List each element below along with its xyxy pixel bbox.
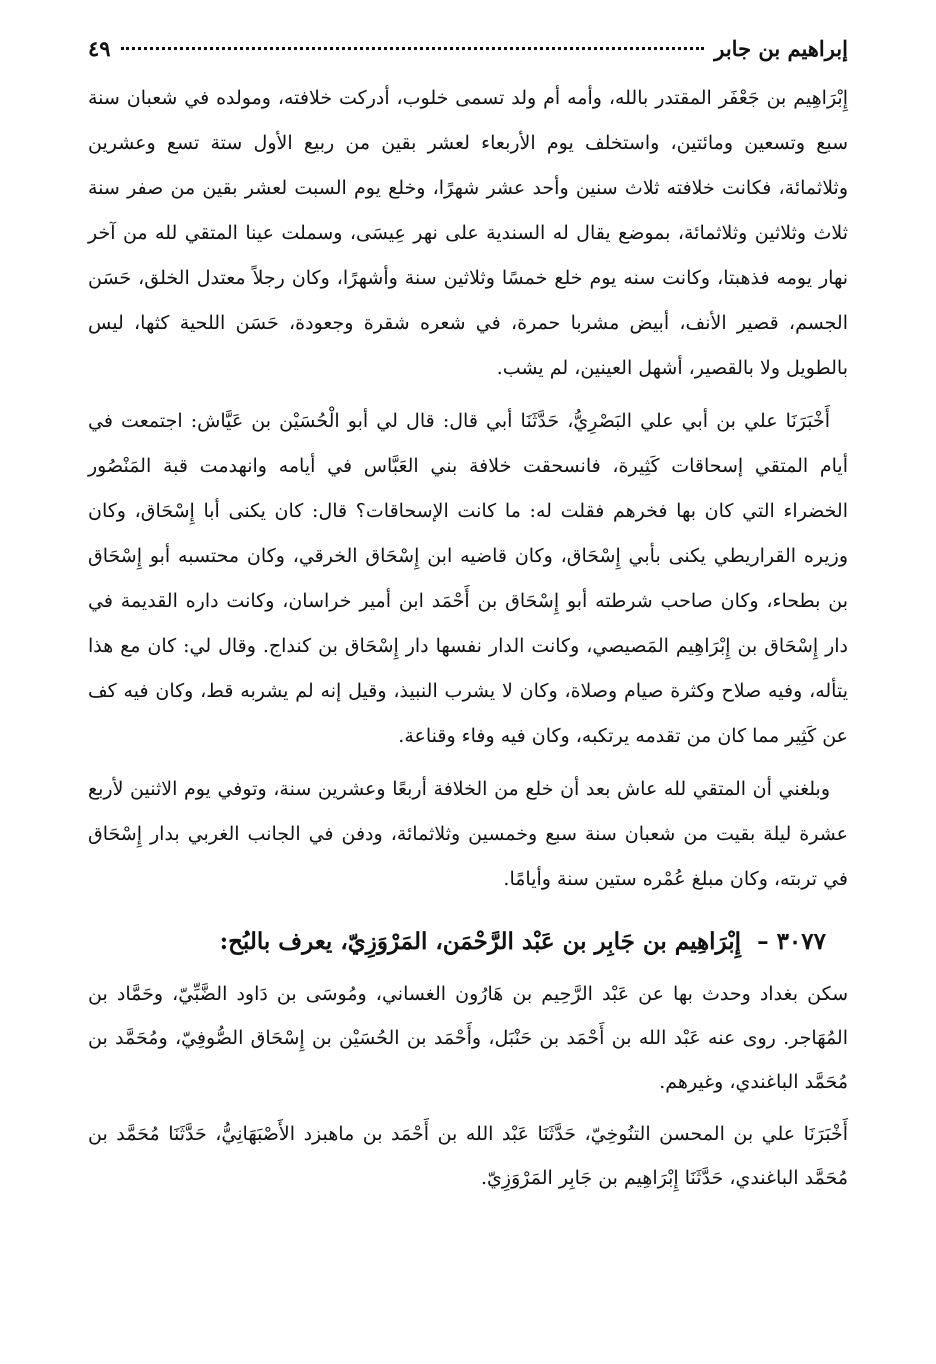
page-number: ٤٩	[88, 36, 111, 61]
entry-paragraph-isnad: أَخْبَرَنَا علي بن المحسن التنُوخِيّ، حَدَّثَنَا عَبْد الله بن أَحْمَد بن ماهبزد الأَصْبَهَانِيُّ، حَدَّثَنَا مُحَمَّد بن مُحَمَّد الباغندي، حَدَّثَنَا إِبْرَاهِيم بن جَابِر المَرْوَزِيّ.	[88, 1123, 848, 1189]
book-page	[88, 36, 848, 1336]
running-title: إبراهيم بن جابر	[714, 36, 848, 61]
page-header	[88, 36, 848, 76]
paragraph-ishaqat-narration: أَخْبَرَنَا علي بن أبي علي البَصْرِيُّ، حَدَّثَنَا أبي قال: قال لي أبو الْحُسَيْن بن عَيَّاش: اجتمعت في أيام المتقي إسحاقات كَثِيرة، فانسحقت خلافة بني العَبَّاس في أيامه وانهدمت قبة المَنْصُور الخضراء التي كان بها فخرهم فقلت له: ما كانت الإسحاقات؟ قال: كان يكنى أبا إِسْحَاق، وكان وزيره القراريطي يكنى بأبي إِسْحَاق، وكان قاضيه ابن إِسْحَاق الخرقي، وكان محتسبه أبو إِسْحَاق بن بطحاء، وكان صاحب شرطته أبو إِسْحَاق بن أَحْمَد ابن أمير خراسان، وكانت داره القديمة في دار إِسْحَاق بن إِبْرَاهِيم المَصيصي، وكانت الدار نفسها دار إِسْحَاق بن كنداج. وقال لي: كان مع هذا يتأله، وفيه صلاح وكثرة صيام وصلاة، وكان لا يشرب النبيذ، وقيل إنه لم يشربه قط، وكان فيه كف عن كَثِير مما كان من تقدمه يرتكبه، وكان فيه وفاء وقناعة.	[88, 410, 848, 747]
entry-paragraph-narrators: سكن بغداد وحدث بها عن عَبْد الرَّحِيم بن هَارُون الغساني، ومُوسَى بن دَاود الضَّبِّيّ، وحَمَّاد بن المُهَاجر. روى عنه عَبْد الله بن أَحْمَد بن حَنْبَل، وأَحْمَد بن الحُسَيْن بن إِسْحَاق الصُّوفِيّ، ومُحَمَّد بن مُحَمَّد الباغندي، وغيرهم.	[88, 983, 848, 1093]
entry-title: إِبْرَاهِيم بن جَابِر بن عَبْد الرَّحْمَن، المَرْوَزِيّ، يعرف بالبُح:	[219, 928, 742, 955]
entry-heading	[88, 916, 848, 968]
header-leader-dots	[121, 47, 705, 50]
paragraph-caliph-biography: إِبْرَاهِيم بن جَعْفَر المقتدر بالله، وأمه أم ولد تسمى خلوب، أدركت خلافته، ومولده في شعبان سنة سبع وتسعين ومائتين، واستخلف يوم الأربعاء لعشر بقين من ربيع الأول ستة تسع وعشرين وثلاثمائة، فكانت خلافته ثلاث سنين وأحد عشر شهرًا، وخلع يوم السبت لعشر بقين من صفر سنة ثلاث وثلاثين وثلاثمائة، بموضع يقال له السندية على نهر عِيسَى، وسملت عينا المتقي لله من آخر نهار يومه فذهبتا، وكانت سنه يوم خلع خمسًا وثلاثين سنة وأشهرًا، وكان رجلاً معتدل الخلق، حَسَن الجسم، قصير الأنف، أبيض مشربا حمرة، في شعره شقرة وجعودة، حَسَن اللحية كثها، ليس بالطويل ولا بالقصير، أشهل العينين، لم يشب.	[88, 87, 848, 379]
entry-number: ٣٠٧٧ –	[757, 928, 826, 955]
paragraph-death-report: وبلغني أن المتقي لله عاش بعد أن خلع من الخلافة أربعًا وعشرين سنة، وتوفي يوم الاثنين لأربع عشرة ليلة بقيت من شعبان سنة سبع وخمسين وثلاثمائة، ودفن في الجانب الغربي بدار إِسْحَاق في تربته، وكان مبلغ عُمْره ستين سنة وأيامًا.	[88, 778, 848, 890]
